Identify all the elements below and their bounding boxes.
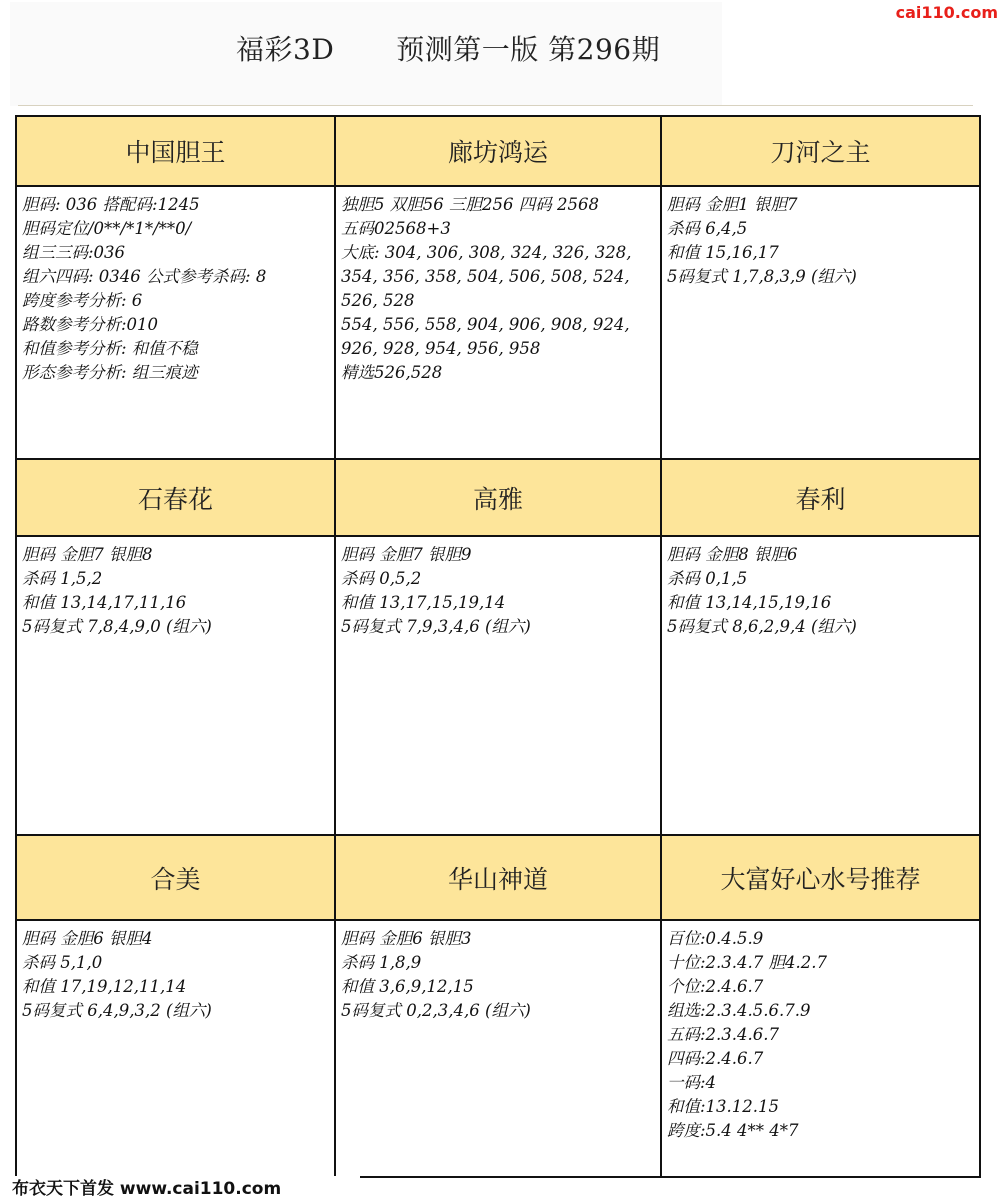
cell-header: 廊坊鸿运: [336, 117, 660, 185]
cell-line: 四码:2.4.6.7: [667, 1049, 764, 1068]
cell-line: 胆码: 036 搭配码:1245: [22, 195, 200, 214]
cell-line: 形态参考分析: 组三痕迹: [22, 363, 198, 382]
cell-body: [17, 923, 334, 1176]
cell-body: [662, 539, 979, 834]
cell-line: 跨度:5.4 4** 4*7: [667, 1121, 799, 1140]
cell-body: [662, 189, 979, 458]
cell-line: 组三三码:036: [22, 243, 126, 262]
cell-line: 十位:2.3.4.7 胆4.2.7: [667, 953, 828, 972]
cell-line: 精选526,528: [341, 363, 443, 382]
cell-line: 胆码 金胆6 银胆3: [341, 929, 472, 948]
cell-line: 一码:4: [667, 1073, 717, 1092]
cell-line: 跨度参考分析: 6: [22, 291, 143, 310]
cell-line: 独胆5 双胆56 三胆256 四码 2568: [341, 195, 599, 214]
cell-line: 和值 13,17,15,19,14: [341, 593, 506, 612]
cell-header: 石春花: [17, 460, 334, 535]
cell-header: 高雅: [336, 460, 660, 535]
cell-line: 五码02568+3: [341, 219, 451, 238]
cell-line: 5码复式 1,7,8,3,9 (组六): [667, 267, 857, 286]
cell-body: [662, 923, 979, 1176]
cell-header: 刀河之主: [662, 117, 979, 185]
row-divider: [15, 458, 981, 460]
cell-header: 华山神道: [336, 836, 660, 919]
cell-line: 组选:2.3.4.5.6.7.9: [667, 1001, 811, 1020]
cell-line: 五码:2.3.4.6.7: [667, 1025, 780, 1044]
cell-header: 大富好心水号推荐: [662, 836, 979, 919]
title-right: 预测第一版 第296期: [396, 33, 661, 66]
cell-line: 组六四码: 0346 公式参考杀码: 8: [22, 267, 267, 286]
cell-line: 杀码 0,1,5: [667, 569, 748, 588]
header-divider: [18, 105, 973, 106]
cell-line: 5码复式 0,2,3,4,6 (组六): [341, 1001, 531, 1020]
cell-line: 路数参考分析:010: [22, 315, 159, 334]
cell-line: 5码复式 7,8,4,9,0 (组六): [22, 617, 212, 636]
row-divider: [15, 535, 981, 537]
cell-header: 中国胆王: [17, 117, 334, 185]
cell-body: [336, 189, 660, 458]
cell-body: [336, 539, 660, 834]
cell-line: 胆码 金胆7 银胆8: [22, 545, 153, 564]
row-divider: [15, 919, 981, 921]
cell-line: 和值 13,14,15,19,16: [667, 593, 832, 612]
cell-line: 胆码 金胆1 银胆7: [667, 195, 798, 214]
cell-line: 杀码 6,4,5: [667, 219, 748, 238]
cell-line: 和值 15,16,17: [667, 243, 779, 262]
cell-line: 5码复式 7,9,3,4,6 (组六): [341, 617, 531, 636]
cell-body: [17, 539, 334, 834]
cell-line: 百位:0.4.5.9: [667, 929, 764, 948]
cell-line: 5码复式 6,4,9,3,2 (组六): [22, 1001, 212, 1020]
cell-line: 和值参考分析: 和值不稳: [22, 339, 198, 358]
row-divider: [15, 834, 981, 836]
cell-line: 5码复式 8,6,2,9,4 (组六): [667, 617, 857, 636]
cell-line: 和值:13.12.15: [667, 1097, 780, 1116]
cell-header: 春利: [662, 460, 979, 535]
page-title: [236, 30, 706, 70]
cell-line: 554, 556, 558, 904, 906, 908, 924, 926, 928, 954, 956, 958: [341, 315, 630, 358]
row-divider: [15, 185, 981, 187]
cell-line: 杀码 1,5,2: [22, 569, 103, 588]
cell-line: 胆码定位/0**/*1*/**0/: [22, 219, 192, 238]
cell-line: 胆码 金胆8 银胆6: [667, 545, 798, 564]
cell-line: 杀码 0,5,2: [341, 569, 422, 588]
footer-source: 布衣天下首发 www.cai110.com: [0, 1176, 360, 1203]
cell-body: [336, 923, 660, 1176]
title-left: 福彩3D: [236, 33, 335, 66]
site-watermark: cai110.com: [876, 2, 998, 24]
cell-line: 杀码 1,8,9: [341, 953, 422, 972]
cell-line: 胆码 金胆7 银胆9: [341, 545, 472, 564]
column-divider: [334, 115, 336, 1178]
cell-body: [17, 189, 334, 458]
column-divider: [660, 115, 662, 1178]
cell-line: 和值 17,19,12,11,14: [22, 977, 187, 996]
cell-line: 和值 13,14,17,11,16: [22, 593, 187, 612]
cell-line: 大底: 304, 306, 308, 324, 326, 328, 354, 356, 358, 504, 506, 508, 524, 526, 528: [341, 243, 632, 310]
cell-line: 杀码 5,1,0: [22, 953, 103, 972]
cell-header: 合美: [17, 836, 334, 919]
cell-line: 胆码 金胆6 银胆4: [22, 929, 153, 948]
cell-line: 个位:2.4.6.7: [667, 977, 764, 996]
cell-line: 和值 3,6,9,12,15: [341, 977, 474, 996]
